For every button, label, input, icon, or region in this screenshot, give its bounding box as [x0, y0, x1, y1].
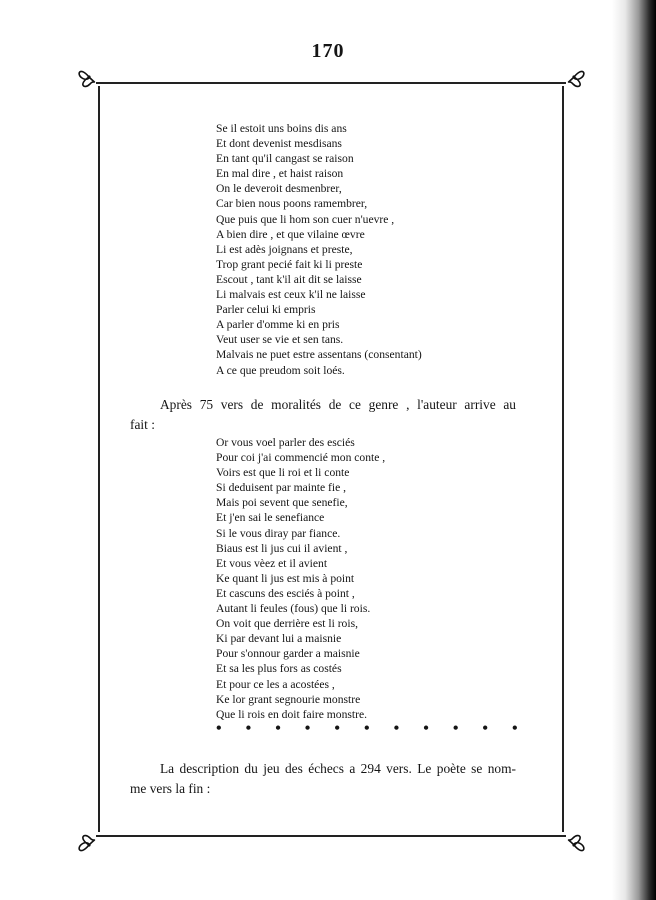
prose-line: La description du jeu des échecs a 294 vers. Le poète se nom- — [160, 761, 516, 776]
verse-line: Et sa les plus fors as costés — [216, 662, 342, 676]
verse-line: Et pour ce les a acostées , — [216, 677, 335, 691]
ellipsis-dots: • • • • • • • • • • • — [216, 720, 528, 737]
verse-line: Ki par devant lui a maisnie — [216, 632, 342, 646]
prose-line: me vers la fin : — [130, 781, 211, 796]
verse-line: A bien dire , et que vilaine œvre — [216, 227, 365, 241]
verse-block-2 — [216, 435, 385, 722]
verse-line: En mal dire , et haist raison — [216, 167, 344, 181]
verse-line: A ce que preudom soit loés. — [216, 363, 345, 377]
verse-line: Veut user se vie et sen tans. — [216, 333, 344, 347]
verse-line: Li malvais est ceux k'il ne laisse — [216, 288, 366, 302]
verse-line: Et j'en sai le senefiance — [216, 511, 325, 525]
verse-line: Or vous voel parler des esciés — [216, 436, 355, 449]
prose-line: fait : — [130, 417, 155, 432]
verse-line: Escout , tant k'il ait dit se laisse — [216, 272, 362, 286]
corner-ornament-top-right — [561, 64, 587, 90]
verse-line: Voirs est que li roi et li conte — [216, 466, 350, 480]
page-number: 170 — [311, 40, 345, 62]
verse-line: Pour coi j'ai commencié mon conte , — [216, 451, 386, 465]
corner-ornament-top-left — [76, 64, 102, 90]
corner-ornament-bottom-right — [561, 832, 587, 858]
verse-line: Li est adès joignans et preste, — [216, 242, 353, 256]
verse-line: Que puis que li hom son cuer n'uevre , — [216, 212, 395, 226]
frame-bottom-line — [96, 835, 566, 837]
verse-line: Et cascuns des esciés à point , — [216, 586, 355, 600]
verse-block-1 — [216, 121, 422, 378]
verse-line: Si le vous diray par fiance. — [216, 526, 341, 540]
frame-right-line — [562, 86, 564, 832]
verse-line: Car bien nous poons ramembrer, — [216, 197, 368, 211]
book-spine-shadow — [612, 0, 656, 900]
verse-line: Mais poi sevent que senefie, — [216, 496, 348, 510]
verse-line: Ke quant li jus est mis à point — [216, 571, 355, 585]
frame-left-line — [98, 86, 100, 832]
frame-top-line — [96, 82, 566, 84]
verse-line: Parler celui ki empris — [216, 303, 316, 317]
verse-line: A parler d'omme ki en pris — [216, 318, 340, 332]
verse-line: Pour s'onnour garder a maisnie — [216, 647, 360, 661]
corner-ornament-bottom-left — [76, 832, 102, 858]
verse-line: On voit que derrière est li rois, — [216, 617, 358, 631]
verse-line: Trop grant pecié fait ki li preste — [216, 257, 363, 271]
verse-line: Que li rois en doit faire monstre. — [216, 707, 368, 721]
verse-line: On le deveroit desmenbrer, — [216, 182, 342, 196]
prose-paragraph-2 — [130, 759, 516, 799]
verse-line: Autant li feules (fous) que li rois. — [216, 602, 371, 616]
verse-line: Malvais ne puet estre assentans (consentant) — [216, 348, 422, 362]
verse-line: Se il estoit uns boins dis ans — [216, 122, 347, 135]
verse-line: Biaus est li jus cui il avient , — [216, 541, 348, 555]
prose-paragraph-1 — [130, 395, 516, 435]
prose-line: Après 75 vers de moralités de ce genre , l'auteur arrive au — [160, 397, 516, 412]
verse-line: Ke lor grant segnourie monstre — [216, 692, 361, 706]
verse-line: Et dont devenist mesdisans — [216, 137, 342, 151]
verse-line: En tant qu'il cangast se raison — [216, 152, 354, 166]
verse-line: Si deduisent par mainte fie , — [216, 481, 347, 495]
verse-line: Et vous vèez et il avient — [216, 556, 328, 570]
